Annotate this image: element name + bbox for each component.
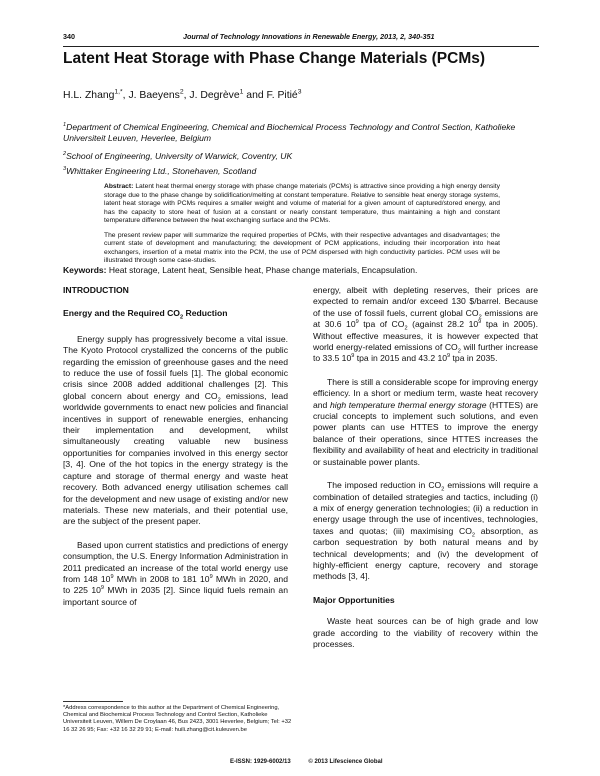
subscript: 2 [441, 486, 445, 493]
subsection-heading-major-opportunities: Major Opportunities [313, 594, 395, 605]
subscript: 2 [217, 397, 221, 404]
section-heading-introduction: INTRODUCTION [63, 285, 129, 295]
paper-title: Latent Heat Storage with Phase Change Materials (PCMs) [63, 50, 486, 67]
keywords-text: Heat storage, Latent heat, Sensible heat, Phase change materials, Encapsulation. [106, 265, 418, 275]
affiliation-text: Department of Chemical Engineering, Chemical and Biochemical Process Technology and Control Section, Katholieke Universiteit Leuven, Heverlee, Belgium [63, 122, 516, 143]
text-run: There is still a considerable scope for improving energy efficiency. In a short or medium term, waste heat recovery and [313, 376, 538, 410]
text-run: MWh in 2035 [2]. Since liquid fuels remain an important source of [63, 585, 288, 607]
subscript: 2 [471, 532, 475, 539]
author-sup: 2 [179, 88, 184, 96]
author-name: , J. Degrève [183, 90, 240, 101]
text-run: Energy supply has progressively become a vital issue. The Kyoto Protocol crystallized the concerns of the public regarding the emission of greenhouse gases and the need to reduce the use of fossil fuels [1]. The global economic crisis since 2008 added additional challenges [2]. This global concern about energy and CO [63, 333, 288, 401]
affiliation-text: Whittaker Engineering Ltd., Stonehaven, Scotland [66, 166, 257, 176]
footnote-rule [63, 701, 123, 702]
text-run: emissions are at 30.6 10 [313, 307, 538, 330]
right-column [313, 285, 538, 650]
subsection-heading-energy [63, 308, 288, 322]
affiliation-3 [63, 166, 543, 177]
abstract-paragraph-2: The present review paper will summarize the required properties of PCMs, with their respective advantages and disadvantages; the current state of development and manufacturing; the development of PCM applications, including their incorporation into heat exchangers, insertion of a metal matrix into the PCM, the use of PCM dispersed with high conductivity particles. PCM uses will be illustrated through some case-studies. [104, 231, 500, 264]
abstract-text: Latent heat thermal energy storage with phase change materials (PCMs) is attractive since providing a high energy density storage due to the phase change by solidification/melting at constant temperature. Relative to sensible heat energy storage systems, latent heat storage with PCMs requires a smaller weight and volume of material for a given amount of captured/stored energy, and has the capacity to store heat of fusion at a constant or nearly constant temperature, thus maintaining a high and constant temperature difference between the heat exchanging surface and the PCMs. [104, 183, 500, 224]
affiliation-1 [63, 122, 543, 144]
body-paragraph [313, 480, 538, 583]
body-paragraph [63, 334, 288, 528]
text-run: The imposed reduction in CO [327, 480, 442, 491]
text-run: MWh in 2008 to 181 10 [113, 573, 210, 584]
heading-text: Energy and the Required CO [63, 308, 180, 319]
affiliation-sup: 1 [63, 122, 67, 129]
text-run: (HTTES) are crucial concepts to implement such solutions, and even power plants can use HTTES to improve the energy balance of their operations, since HTTES increases the flexibility and availability of heat and electricity in traditional or sustainable power plants. [313, 399, 538, 467]
affiliation-sup: 2 [63, 151, 67, 158]
author-sup: 1 [239, 88, 244, 96]
text-run: (against 28.2 10 [407, 319, 479, 330]
running-header [63, 32, 539, 46]
affiliation-text: School of Engineering, University of Warwick, Coventry, UK [66, 151, 293, 161]
text-run: tpa in 2005). Without effective measures, it is however expected that world energy-related emissions of CO [313, 319, 538, 353]
author-list [63, 90, 301, 101]
subscript: 2 [457, 348, 461, 355]
keywords [63, 265, 539, 275]
superscript: 9 [110, 574, 114, 581]
subscript: 2 [478, 314, 482, 321]
footer-copyright: © 2013 Lifescience Global [308, 759, 383, 765]
text-run: tpa of CO [358, 319, 405, 330]
header-rule [63, 46, 539, 47]
superscript: 9 [209, 574, 213, 581]
page-footer [230, 759, 460, 765]
text-run: emissions, lead worldwide governments to enact new policies and financial incentives in support of renewable energies, enhancing their implementation and development, whilst simultaneously creating valuable new business opportunities for companies involved in this energy sector [3, 4]. One of the hot topics in the energy strategy is the capture and storage of thermal energy and waste heat recovery. Both advanced energy utilisation schemes call for the development and new usage of existing and/or new materials. These new materials, and their potential use, are the subject of the present paper. [63, 390, 288, 527]
abstract-label: Abstract: [104, 183, 134, 190]
text-run: tpa in 2015 and 43.2 10 [354, 353, 448, 364]
author-name: , J. Baeyens [122, 90, 180, 101]
text-run: energy, albeit with depleting reserves, their prices are expected to remain and/or exceed 130 $/barrel. Because of the use of fossil fuels, current global CO [313, 285, 538, 318]
text-run: absorption, as carbon sequestration by both natural means and by technical developments; and (iv) the development of highly-efficient energy capture, recovery and storage methods [3, 4]. [313, 525, 538, 582]
body-paragraph: Waste heat sources can be of high grade and low grade according to the viability of recovery within the processes. [313, 616, 538, 649]
footer-issn: E-ISSN: 1929-6002/13 [230, 759, 291, 765]
affiliation-2 [63, 151, 543, 162]
heading-sub: 2 [180, 315, 184, 322]
superscript: 9 [351, 353, 355, 360]
author-sup: 3 [297, 88, 302, 96]
abstract [104, 183, 500, 266]
left-column [63, 285, 288, 608]
affiliation-sup: 3 [63, 166, 67, 173]
abstract-paragraph-1 [104, 183, 500, 226]
heading-text: Reduction [183, 308, 228, 319]
text-run: will further increase to 33.5 10 [313, 342, 539, 364]
superscript: 9 [447, 353, 451, 360]
keywords-label: Keywords: [63, 265, 107, 275]
author-sup: 1,* [114, 88, 123, 96]
superscript: 9 [478, 319, 482, 326]
author-name: and F. Pitié [243, 90, 298, 101]
body-paragraph [313, 377, 538, 468]
body-paragraph [313, 285, 538, 365]
author-name: H.L. Zhang [63, 90, 115, 101]
page-number: 340 [63, 32, 75, 41]
journal-citation: Journal of Technology Innovations in Renewable Energy, 2013, 2, 340-351 [183, 32, 435, 41]
text-run: Based upon current statistics and predictions of energy consumption, the U.S. Energy Information Administration in 2011 predicated an increase of the total world energy use from 148 10 [63, 539, 288, 584]
superscript: 9 [355, 319, 359, 326]
text-run: tpa in 2035. [450, 353, 498, 364]
emphasis: high temperature thermal energy storage [329, 399, 487, 410]
correspondence-footnote: *Address correspondence to this author at the Department of Chemical Engineering, Chemical and Biochemical Process Technology and Control Section, Katholieke Universiteit Leuven, Willem De Croylaan 46, Bus 2423, 3001 Heverlee, Belgium; Tel: +32 16 32 26 95; Fax: +32 16 32 29 91; E-mail: huili.zhang@cit.kuleuven.be [63, 705, 292, 733]
text-run: MWh in 2020, and to 225 10 [63, 573, 288, 596]
subscript: 2 [404, 325, 408, 332]
superscript: 9 [100, 585, 104, 592]
body-paragraph [63, 540, 288, 608]
text-run: emissions will require a combination of detailed strategies and tactics, including (i) a mix of energy generation technologies; (ii) a reduction in energy usage through the use of incentives, technologies, taxes and quotas; (iii) maximising CO [313, 480, 538, 536]
